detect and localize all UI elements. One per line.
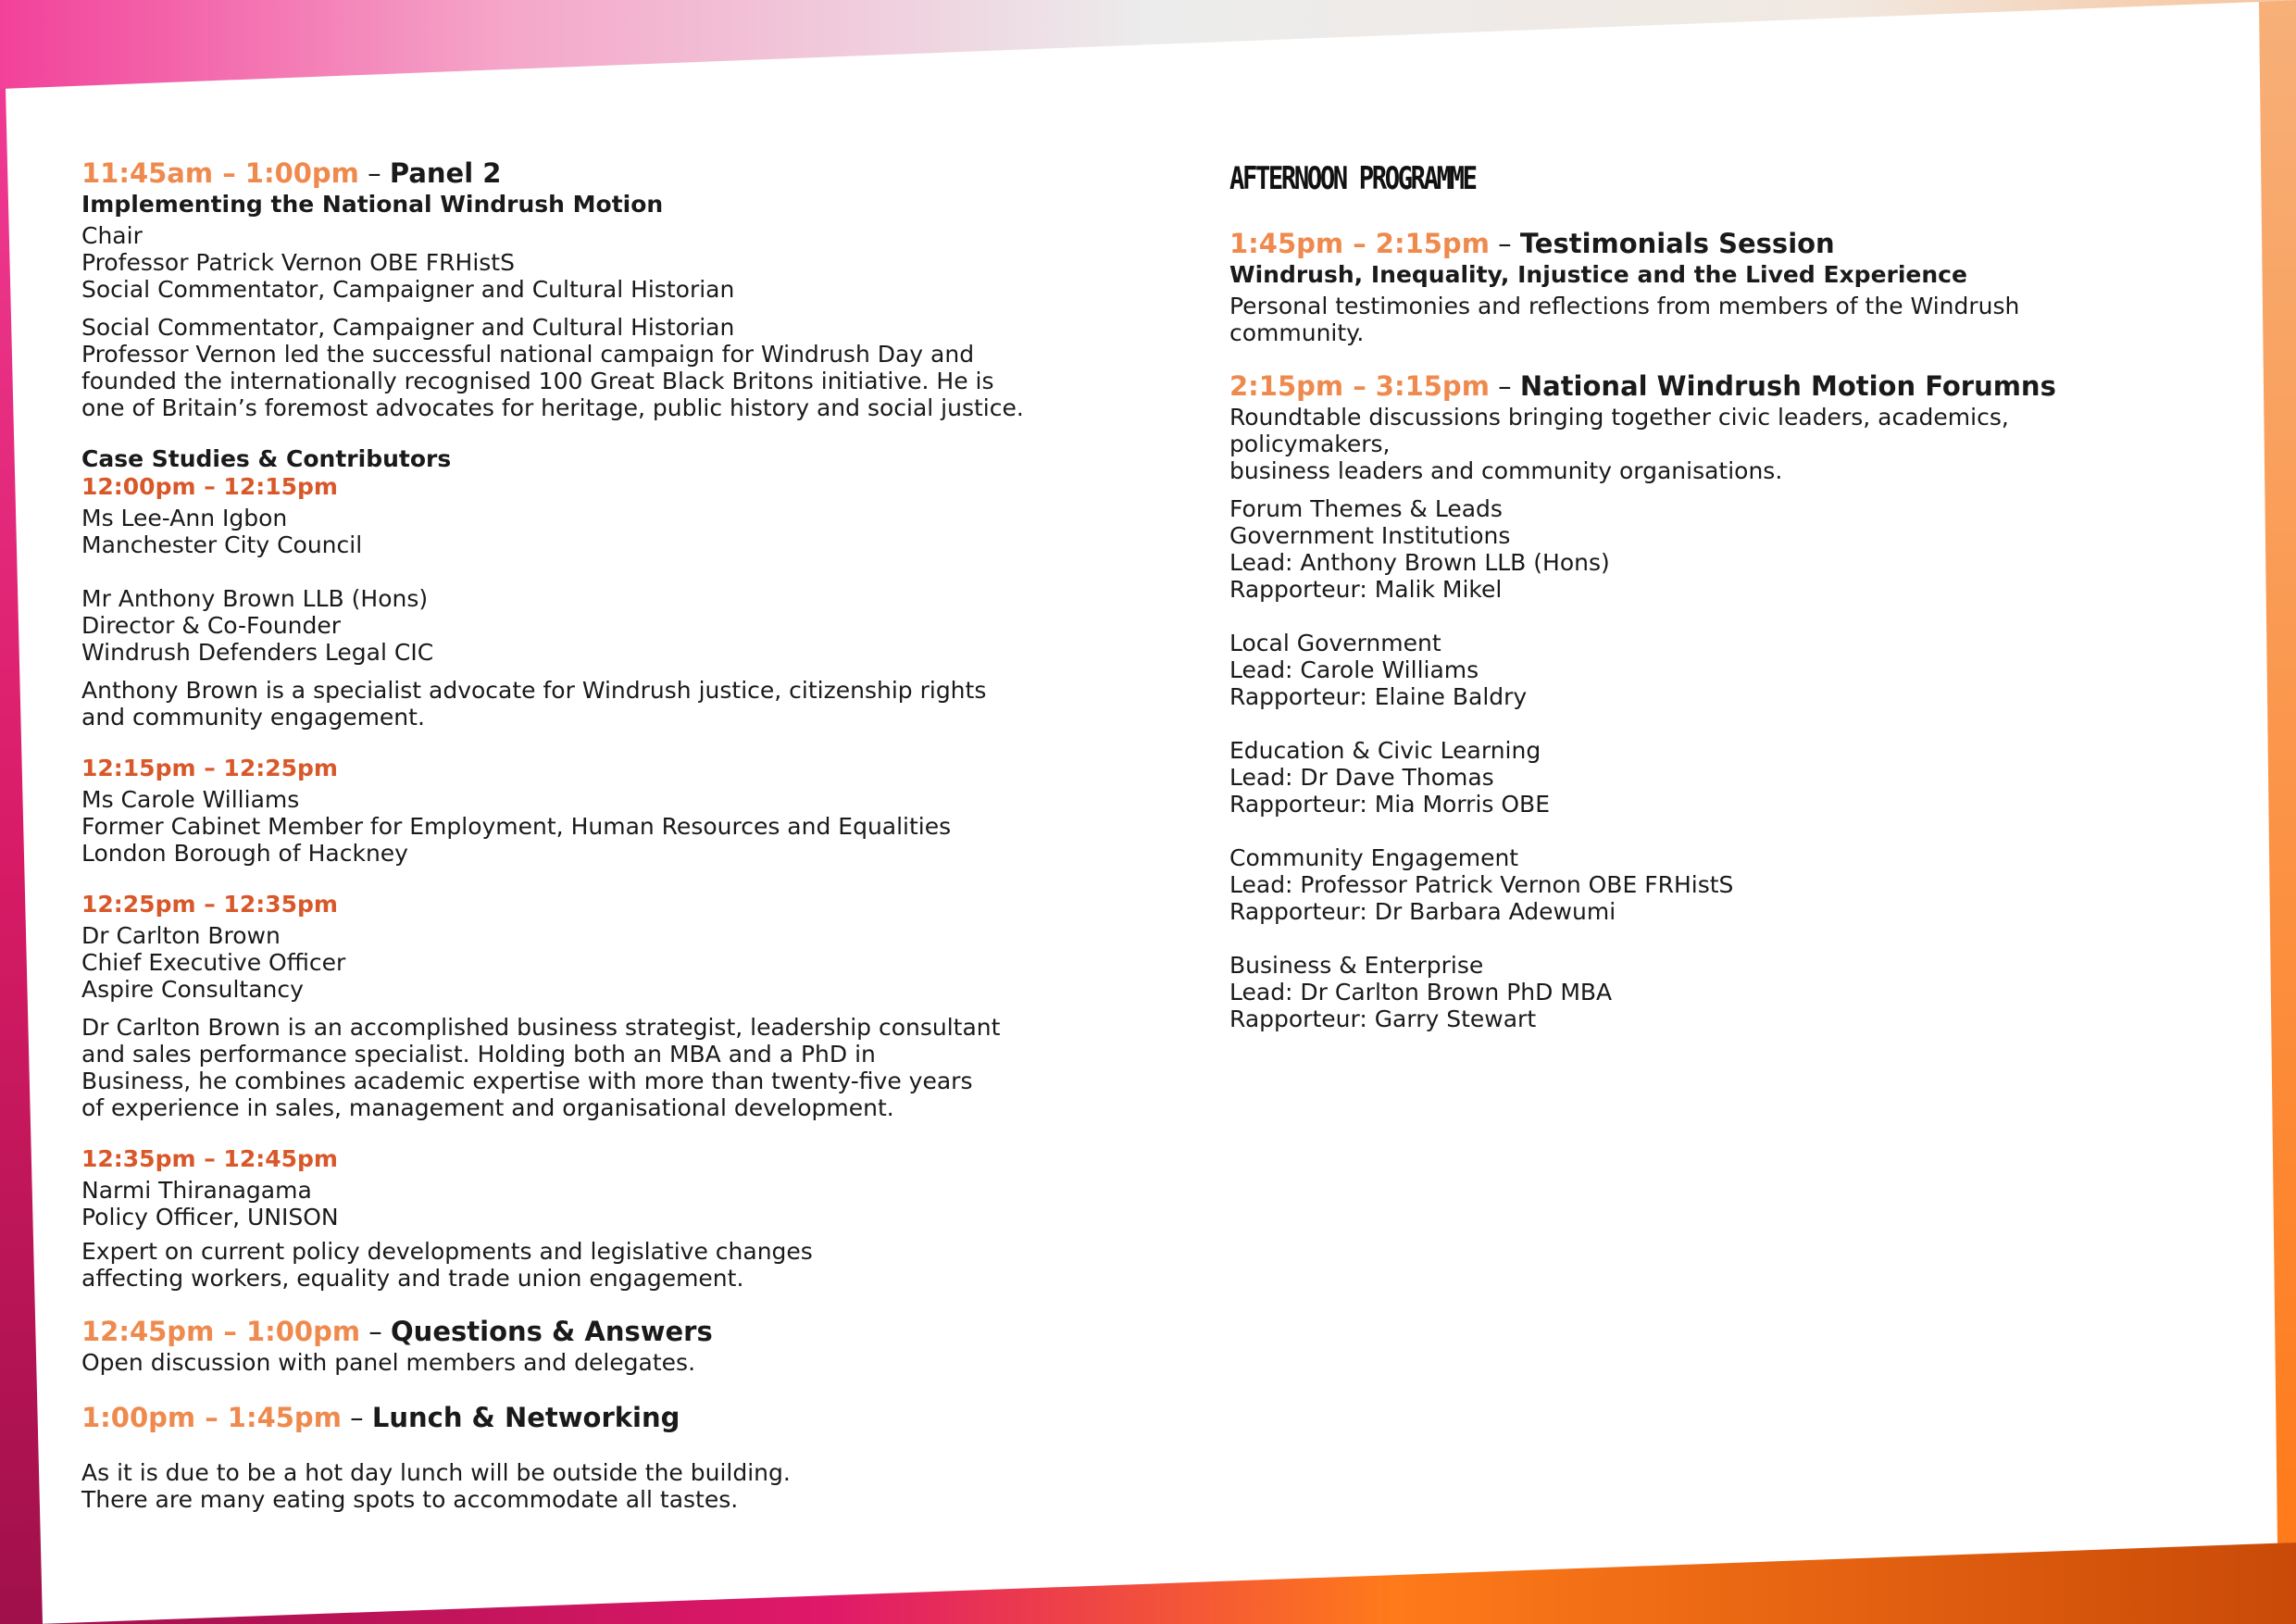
slot1-time: 12:00pm – 12:15pm	[81, 473, 338, 500]
lunch-title: Lunch & Networking	[371, 1402, 680, 1433]
forum-themes-heading: Forum Themes & Leads	[1229, 495, 1503, 522]
slot3-speaker: Dr Carlton Brown Chief Executive Officer Aspire Consultancy	[81, 922, 346, 1003]
forums-description: Roundtable discussions bringing together civic leaders, academics, policymakers, business leaders and community organisations.	[1229, 404, 2009, 484]
case-studies-heading: Case Studies & Contributors	[81, 445, 452, 472]
panel2-heading: 11:45am – 1:00pm – Panel 2	[81, 157, 502, 189]
afternoon-programme-title: AFTERNOON PROGRAMME	[1229, 160, 1476, 197]
slot3-time: 12:25pm – 12:35pm	[81, 891, 338, 918]
panel2-bio: Social Commentator, Campaigner and Cultural Historian Professor Vernon led the successful national campaign for Windrush Day and founded the internationally recognised 100 Great Black Britons initiative. He is one of Britain’s foremost advocates for heritage, public history and social justice.	[81, 314, 1024, 421]
left-gradient-band	[0, 88, 43, 1624]
slot4-time: 12:35pm – 12:45pm	[81, 1145, 338, 1172]
lunch-heading: 1:00pm – 1:45pm – Lunch & Networking	[81, 1402, 680, 1433]
slot1-bio: Anthony Brown is a specialist advocate for Windrush justice, citizenship rights and community engagement.	[81, 677, 987, 731]
testimonials-section	[1229, 228, 2155, 346]
lunch-time: 1:00pm – 1:45pm	[81, 1402, 342, 1433]
qa-section	[81, 1316, 1100, 1376]
panel2-chair: Chair Professor Patrick Vernon OBE FRHistS Social Commentator, Campaigner and Cultural Historian	[81, 222, 735, 303]
slot2-speaker: Ms Carole Williams Former Cabinet Member for Employment, Human Resources and Equalities London Borough of Hackney	[81, 786, 952, 867]
panel2-title: Panel 2	[389, 157, 502, 189]
forum-theme-education: Education & Civic Learning Lead: Dr Dave Thomas Rapporteur: Mia Morris OBE	[1229, 737, 1550, 818]
slot1-speaker-b: Mr Anthony Brown LLB (Hons) Director & Co-Founder Windrush Defenders Legal CIC	[81, 585, 434, 666]
top-gradient-band	[0, 0, 2296, 89]
forums-section	[1229, 370, 2155, 1032]
forum-theme-community: Community Engagement Lead: Professor Patrick Vernon OBE FRHistS Rapporteur: Dr Barbara Adewumi	[1229, 844, 1734, 925]
right-column	[1229, 157, 2155, 1032]
forum-theme-business: Business & Enterprise Lead: Dr Carlton Brown PhD MBA Rapporteur: Garry Stewart	[1229, 952, 1613, 1032]
forums-time: 2:15pm – 3:15pm	[1229, 370, 1490, 402]
panel2-time: 11:45am – 1:00pm	[81, 157, 359, 189]
slot3-bio: Dr Carlton Brown is an accomplished business strategist, leadership consultant and sales performance specialist. Holding both an MBA and a PhD in Business, he combines academic expertise with more than twenty-five years of experience in sales, management and organisational development.	[81, 1014, 1001, 1121]
forums-title: National Windrush Motion Forumns	[1519, 370, 2056, 402]
case-studies-section	[81, 445, 1100, 1292]
panel2-section	[81, 157, 1100, 421]
testimonials-time: 1:45pm – 2:15pm	[1229, 228, 1490, 259]
qa-title: Questions & Answers	[391, 1316, 713, 1347]
slot4-speaker: Narmi Thiranagama Policy Officer, UNISON	[81, 1177, 339, 1230]
slot4-bio: Expert on current policy developments and legislative changes affecting workers, equality and trade union engagement.	[81, 1238, 813, 1292]
testimonials-heading: 1:45pm – 2:15pm – Testimonials Session	[1229, 228, 1835, 259]
forum-theme-local-government: Local Government Lead: Carole Williams Rapporteur: Elaine Baldry	[1229, 630, 1528, 710]
qa-text: Open discussion with panel members and delegates.	[81, 1349, 696, 1376]
lunch-text: As it is due to be a hot day lunch will be outside the building. There are many eating spots to accommodate all tastes.	[81, 1459, 791, 1513]
panel2-subtitle: Implementing the National Windrush Motion	[81, 191, 664, 218]
slot1-speaker-a: Ms Lee-Ann Igbon Manchester City Council	[81, 505, 363, 558]
forums-heading: 2:15pm – 3:15pm – National Windrush Motion Forumns	[1229, 370, 2056, 402]
right-gradient-band	[2259, 0, 2296, 1543]
left-column	[81, 157, 1100, 1513]
testimonials-title: Testimonials Session	[1519, 228, 1835, 259]
bottom-gradient-band	[37, 1543, 2296, 1624]
testimonials-subtitle: Windrush, Inequality, Injustice and the Lived Experience	[1229, 261, 1967, 288]
lunch-section	[81, 1402, 1100, 1513]
testimonials-text: Personal testimonies and reflections from members of the Windrush community.	[1229, 293, 2020, 346]
slot2-time: 12:15pm – 12:25pm	[81, 755, 338, 781]
qa-time: 12:45pm – 1:00pm	[81, 1316, 361, 1347]
qa-heading: 12:45pm – 1:00pm – Questions & Answers	[81, 1316, 713, 1347]
forum-theme-government: Forum Themes & Leads Government Institutions Lead: Anthony Brown LLB (Hons) Rapporteur: Malik Mikel	[1229, 495, 2155, 603]
